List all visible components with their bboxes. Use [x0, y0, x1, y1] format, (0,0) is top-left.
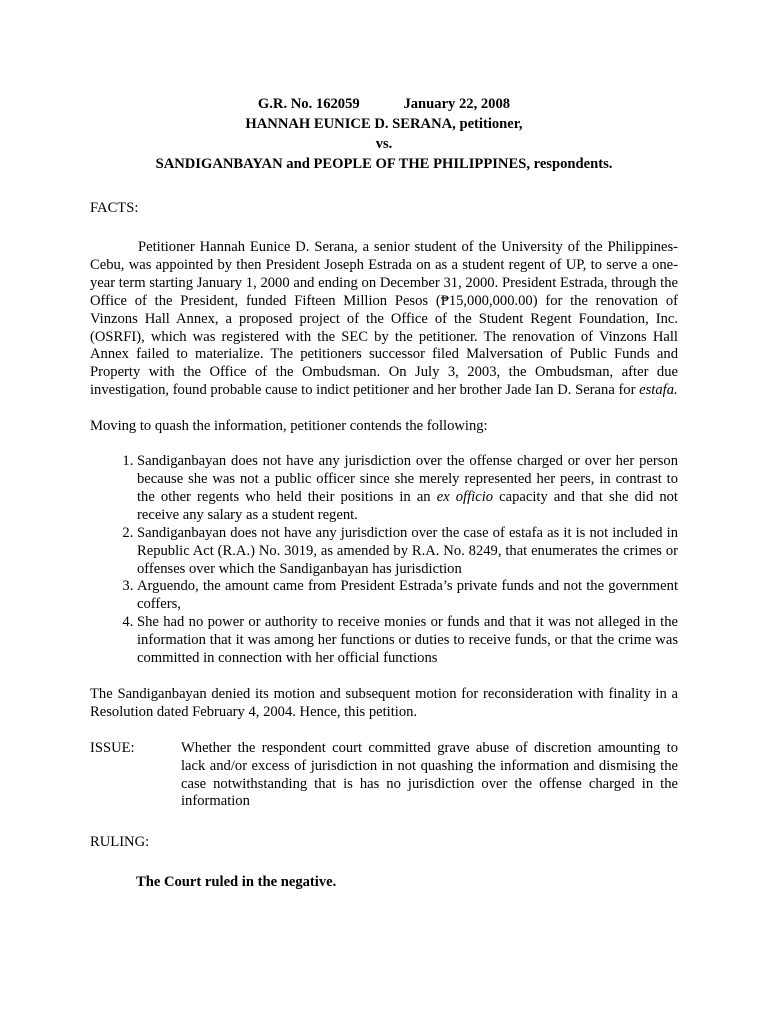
case-number-and-date: G.R. No. 162059 January 22, 2008	[257, 96, 511, 112]
facts-paragraph	[90, 239, 678, 400]
ruling-heading: RULING:	[90, 834, 150, 851]
issue-heading: ISSUE:	[90, 739, 135, 756]
contentions-list	[90, 453, 678, 668]
facts-heading: FACTS:	[90, 200, 139, 216]
list-item-italic: ex officio	[436, 488, 494, 505]
facts-paragraph-text: Petitioner Hannah Eunice D. Serana, a senior student of the University of the Philippines-Cebu, was appointed by then President Joseph Estrada on as a student regent of UP, to serve a one-year term starting January 1, 2000 and ending on December 31, 2000. President Estrada, through the Office of the President, funded Fifteen Million Pesos (₱15,000,000.00) for the renovation of Vinzons Hall Annex, a proposed project of the Office of the Student Regent Foundation, Inc. (OSRFI), which was registered with the SEC by the petitioner. The renovation of Vinzons Hall Annex failed to materialize. The petitioners successor filed Malversation of Public Funds and Property with the Office of the Ombudsman. On July 3, 2003, the Ombudsman, after due investigation, found probable cause to indict petitioner and her brother Jade Ian D. Serana for	[90, 239, 678, 399]
petitioner-line: HANNAH EUNICE D. SERANA, petitioner,	[245, 116, 523, 132]
issue-text: Whether the respondent court committed grave abuse of discretion amounting to lack and/or excess of jurisdiction in not quashing the information and dismising the case notwithstanding that is has no jurisdiction over the offense charged in the information	[181, 739, 678, 810]
issue-section	[90, 740, 678, 812]
facts-paragraph-italic: estafa.	[639, 382, 678, 399]
versus-line: vs.	[375, 136, 393, 152]
list-item: 4. She had no power or authority to receive monies or funds and that it was not alleged in the information that it was among her functions or duties to receive funds, or that the crime was committed in connection with her official functions	[137, 614, 678, 668]
list-item	[137, 453, 678, 525]
ruling-text: The Court ruled in the negative.	[136, 874, 337, 891]
list-item-text: Sandiganbayan does not have any jurisdiction over the offense charged or over her person because she was not a public officer since she merely represented her peers, in contrast to the other regents who held their positions in an	[137, 453, 678, 505]
list-item: 3. Arguendo, the amount came from President Estrada’s private funds and not the government coffers,	[137, 578, 678, 614]
list-item-text: capacity and that she did not receive any salary as a student regent.	[137, 488, 678, 523]
list-item: 2. Sandiganbayan does not have any jurisdiction over the case of estafa as it is not included in Republic Act (R.A.) No. 3019, as amended by R.A. No. 8249, that enumerates the crimes or offenses over which the Sandiganbayan has jurisdiction	[137, 525, 678, 579]
case-header	[90, 94, 678, 174]
quash-intro: Moving to quash the information, petitioner contends the following:	[90, 418, 488, 435]
respondents-line: SANDIGANBAYAN and PEOPLE OF THE PHILIPPINES, respondents.	[155, 156, 613, 172]
denial-paragraph: The Sandiganbayan denied its motion and subsequent motion for reconsideration with finality in a Resolution dated February 4, 2004. Hence, this petition.	[90, 685, 678, 720]
